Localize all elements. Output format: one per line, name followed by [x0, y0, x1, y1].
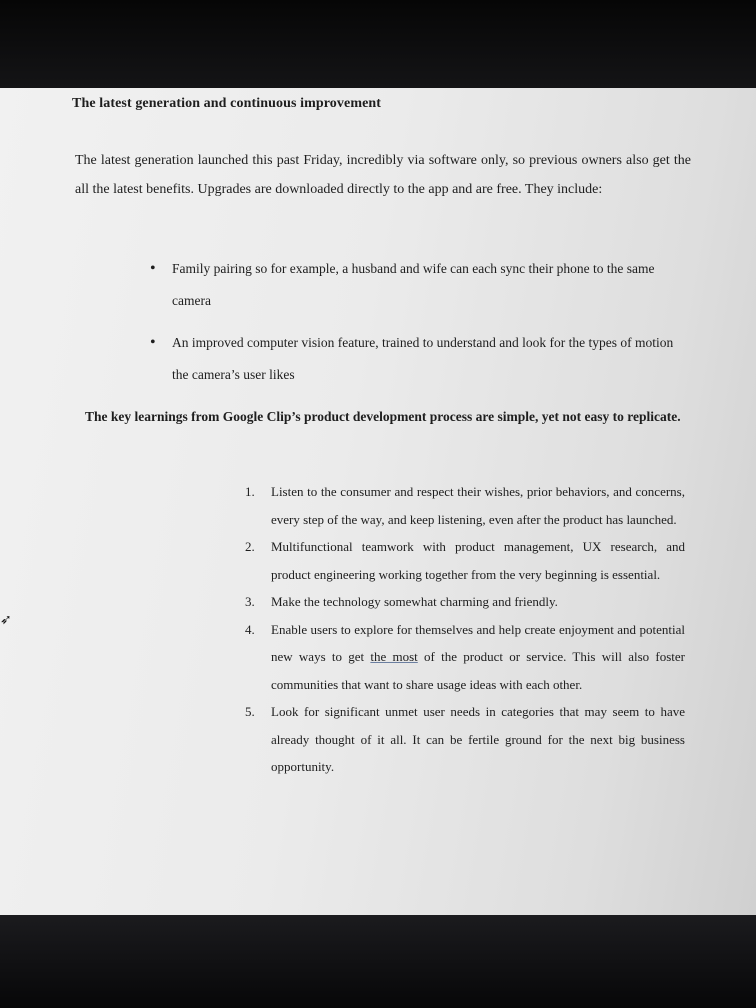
item-number: 3. — [245, 594, 255, 609]
item-text: Multifunctional teamwork with product management, UX research, and product engineering working together from the very beginning is essential. — [271, 539, 685, 582]
document-page — [0, 88, 756, 915]
bullet-dot-icon: • — [150, 334, 156, 351]
numbered-item — [245, 533, 685, 588]
bullet-text: An improved computer vision feature, trained to understand and look for the types of motion the camera’s user likes — [172, 335, 674, 382]
monitor-top-bezel — [0, 0, 756, 88]
section-heading: The latest generation and continuous improvement — [72, 96, 382, 111]
numbered-item — [245, 616, 685, 699]
bullet-item — [150, 253, 690, 317]
item-text: Make the technology somewhat charming and friendly. — [271, 594, 558, 609]
item-number: 5. — [245, 704, 255, 719]
item-text-end: of the product or service. This will also foster communities that want to share usage ideas with each other. — [271, 649, 685, 692]
bullet-dot-icon: • — [150, 260, 156, 277]
item-text: Look for significant unmet user needs in categories that may seem to have already thought of it all. It can be fertile ground for the next big business opportunity. — [271, 704, 685, 774]
item-text-start: Enable users to explore for themselves and help create enjoyment and potential new ways to get — [271, 621, 685, 664]
item-number: 2. — [245, 539, 255, 554]
bullet-list — [150, 253, 690, 401]
monitor-bottom-bezel — [0, 915, 756, 1008]
key-learnings-heading: The key learnings from Google Clip’s product development process are simple, yet not easy to replicate. — [85, 409, 681, 424]
bullet-item — [150, 327, 690, 391]
underlined-text: the most — [370, 649, 418, 664]
numbered-item — [245, 698, 685, 781]
intro-paragraph: The latest generation launched this past Friday, incredibly via software only, so previous owners also get the all the latest benefits. Upgrades are downloaded directly to the app and are free. They include: — [75, 153, 691, 197]
mouse-cursor-icon: ➶ — [0, 612, 12, 628]
item-text: Listen to the consumer and respect their wishes, prior behaviors, and concerns, every step of the way, and keep listening, even after the product has launched. — [271, 484, 685, 527]
item-number: 4. — [245, 621, 255, 637]
numbered-list — [245, 478, 685, 781]
item-number: 1. — [245, 484, 255, 499]
numbered-item — [245, 478, 685, 533]
bullet-text: Family pairing so for example, a husband and wife can each sync their phone to the same camera — [172, 261, 655, 308]
numbered-item — [245, 588, 685, 616]
